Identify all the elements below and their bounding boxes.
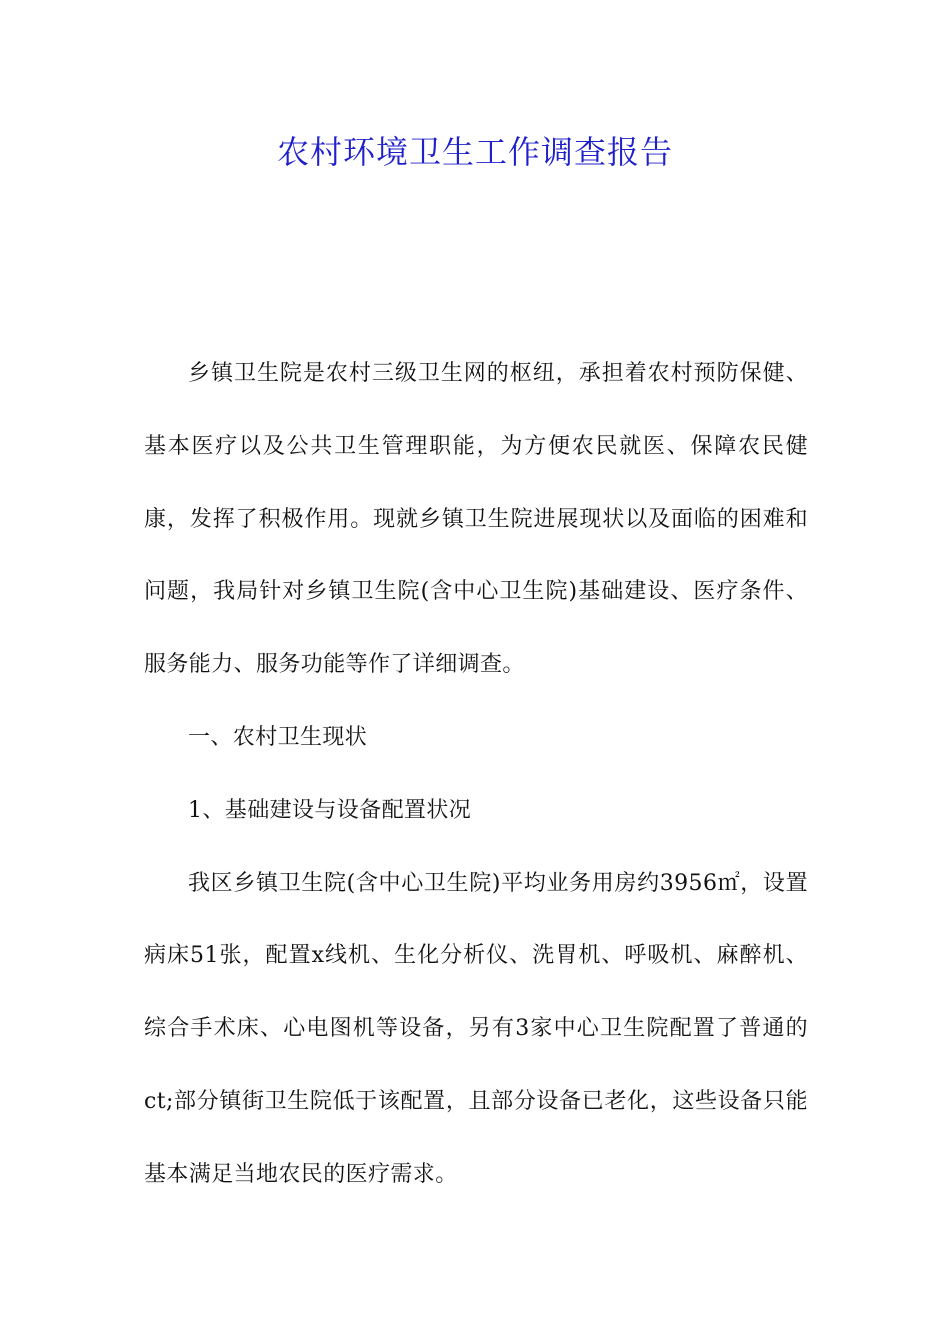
paragraph-intro: 乡镇卫生院是农村三级卫生网的枢纽，承担着农村预防保健、基本医疗以及公共卫生管理职能，为方便农民就医、保障农民健康，发挥了积极作用。现就乡镇卫生院进展现状以及面临的困难和问题，我局针对乡镇卫生院(含中心卫生院)基础建设、医疗条件、服务能力、服务功能等作了详细调查。 bbox=[144, 361, 808, 678]
document-body bbox=[144, 338, 808, 1212]
section-heading-1: 一、农村卫生现状 bbox=[188, 724, 368, 750]
subsection-heading-1: 1、基础建设与设备配置状况 bbox=[188, 797, 472, 823]
document-title: 农村环境卫生工作调查报告 bbox=[276, 133, 673, 171]
paragraph-infrastructure: 我区乡镇卫生院(含中心卫生院)平均业务用房约3956㎡，设置病床51张，配置x线机、生化分析仪、洗胃机、呼吸机、麻醉机、综合手术床、心电图机等设备，另有3家中心卫生院配置了普通的ct;部分镇街卫生院低于该配置，且部分设备已老化，这些设备只能基本满足当地农民的医疗需求。 bbox=[144, 870, 808, 1187]
